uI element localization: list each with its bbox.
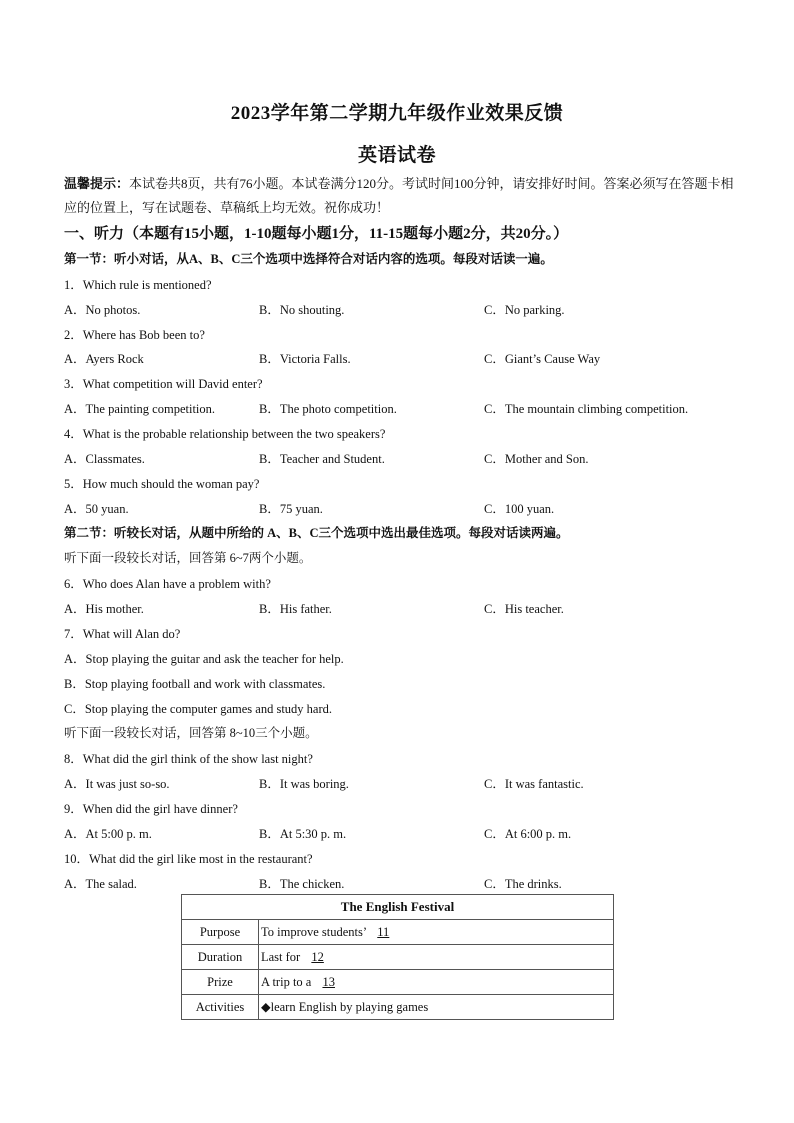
question-2-stem: 2．Where has Bob been to? bbox=[64, 328, 205, 342]
row-key: Purpose bbox=[182, 920, 259, 945]
row-key: Prize bbox=[182, 970, 259, 995]
intro-8-10: 听下面一段较长对话，回答第 8~10三个小题。 bbox=[64, 726, 318, 740]
question-6-option-a: A．His mother. bbox=[64, 602, 144, 616]
question-4-option-b: B．Teacher and Student. bbox=[259, 452, 385, 466]
table-title: The English Festival bbox=[182, 895, 614, 920]
answer-blank: 13 bbox=[322, 974, 335, 989]
question-10-option-a: A．The salad. bbox=[64, 877, 137, 891]
notice-label: 温馨提示： bbox=[64, 176, 130, 191]
question-9-option-c: C．At 6:00 p. m. bbox=[484, 827, 572, 841]
question-1-option-b: B．No shouting. bbox=[259, 303, 345, 317]
page-subtitle: 英语试卷 bbox=[357, 145, 436, 166]
question-5-stem: 5．How much should the woman pay? bbox=[64, 477, 260, 491]
question-3-stem: 3．What competition will David enter? bbox=[64, 377, 263, 391]
table-row bbox=[182, 970, 614, 995]
page-title: 2023学年第二学期九年级作业效果反馈 bbox=[230, 103, 564, 124]
question-7-option-a: A．Stop playing the guitar and ask the teacher for help. bbox=[64, 652, 344, 666]
row-value bbox=[259, 945, 614, 970]
answer-blank: 12 bbox=[311, 949, 324, 964]
row-prefix: Last for bbox=[261, 949, 301, 964]
question-5-option-b: B．75 yuan. bbox=[259, 502, 323, 516]
question-1-stem: 1．Which rule is mentioned? bbox=[64, 278, 212, 292]
section-heading: 一、听力（本题有15小题，1-10题每小题1分，11-15题每小题2分，共20分。） bbox=[64, 226, 569, 242]
row-value: ◆learn English by playing games bbox=[259, 995, 614, 1020]
question-10-option-b: B．The chicken. bbox=[259, 877, 345, 891]
row-key: Activities bbox=[182, 995, 259, 1020]
question-2-option-c: C．Giant’s Cause Way bbox=[484, 352, 601, 366]
question-8-option-c: C．It was fantastic. bbox=[484, 777, 584, 791]
question-7-stem: 7．What will Alan do? bbox=[64, 627, 181, 641]
intro-6-7: 听下面一段较长对话，回答第 6~7两个小题。 bbox=[64, 551, 312, 565]
question-10-option-c: C．The drinks. bbox=[484, 877, 562, 891]
question-3-option-c: C．The mountain climbing competition. bbox=[484, 402, 689, 416]
answer-blank: 11 bbox=[377, 924, 390, 939]
question-3-option-b: B．The photo competition. bbox=[259, 402, 397, 416]
part2-instructions: 第二节：听较长对话，从题中所给的 A、B、C三个选项中选出最佳选项。每段对话读两遍。 bbox=[64, 526, 569, 540]
question-9-stem: 9．When did the girl have dinner? bbox=[64, 802, 238, 816]
row-prefix: To improve students’ bbox=[261, 924, 367, 939]
question-10-stem: 10．What did the girl like most in the restaurant? bbox=[64, 852, 313, 866]
question-9-option-b: B．At 5:30 p. m. bbox=[259, 827, 347, 841]
question-8-stem: 8．What did the girl think of the show last night? bbox=[64, 752, 313, 766]
question-2-option-a: A．Ayers Rock bbox=[64, 352, 144, 366]
question-6-option-c: C．His teacher. bbox=[484, 602, 564, 616]
question-9-option-a: A．At 5:00 p. m. bbox=[64, 827, 152, 841]
question-5-option-c: C．100 yuan. bbox=[484, 502, 555, 516]
question-7-option-b: B．Stop playing football and work with classmates. bbox=[64, 677, 326, 691]
question-8-option-a: A．It was just so-so. bbox=[64, 777, 170, 791]
row-value bbox=[259, 970, 614, 995]
question-7-option-c: C．Stop playing the computer games and study hard. bbox=[64, 702, 333, 716]
row-prefix: A trip to a bbox=[261, 974, 312, 989]
row-value bbox=[259, 920, 614, 945]
question-1-option-a: A．No photos. bbox=[64, 303, 141, 317]
table-row bbox=[182, 995, 614, 1020]
question-2-option-b: B．Victoria Falls. bbox=[259, 352, 351, 366]
question-4-option-a: A．Classmates. bbox=[64, 452, 145, 466]
question-4-option-c: C．Mother and Son. bbox=[484, 452, 589, 466]
question-6-stem: 6．Who does Alan have a problem with? bbox=[64, 577, 271, 591]
row-key: Duration bbox=[182, 945, 259, 970]
question-5-option-a: A．50 yuan. bbox=[64, 502, 129, 516]
english-festival-table bbox=[181, 894, 614, 1020]
question-1-option-c: C．No parking. bbox=[484, 303, 565, 317]
notice-paragraph bbox=[64, 172, 734, 220]
question-6-option-b: B．His father. bbox=[259, 602, 332, 616]
question-8-option-b: B．It was boring. bbox=[259, 777, 349, 791]
part1-instructions: 第一节：听小对话，从A、B、C三个选项中选择符合对话内容的选项。每段对话读一遍。 bbox=[64, 252, 553, 266]
notice-text: 本试卷共8页，共有76小题。本试卷满分120分。考试时间100分钟，请安排好时间。答案必须写在答题卡相应的位置上，写在试题卷、草稿纸上均无效。祝你成功！ bbox=[64, 176, 734, 215]
table-row bbox=[182, 920, 614, 945]
question-4-stem: 4．What is the probable relationship between the two speakers? bbox=[64, 427, 386, 441]
table-row bbox=[182, 945, 614, 970]
question-3-option-a: A．The painting competition. bbox=[64, 402, 216, 416]
